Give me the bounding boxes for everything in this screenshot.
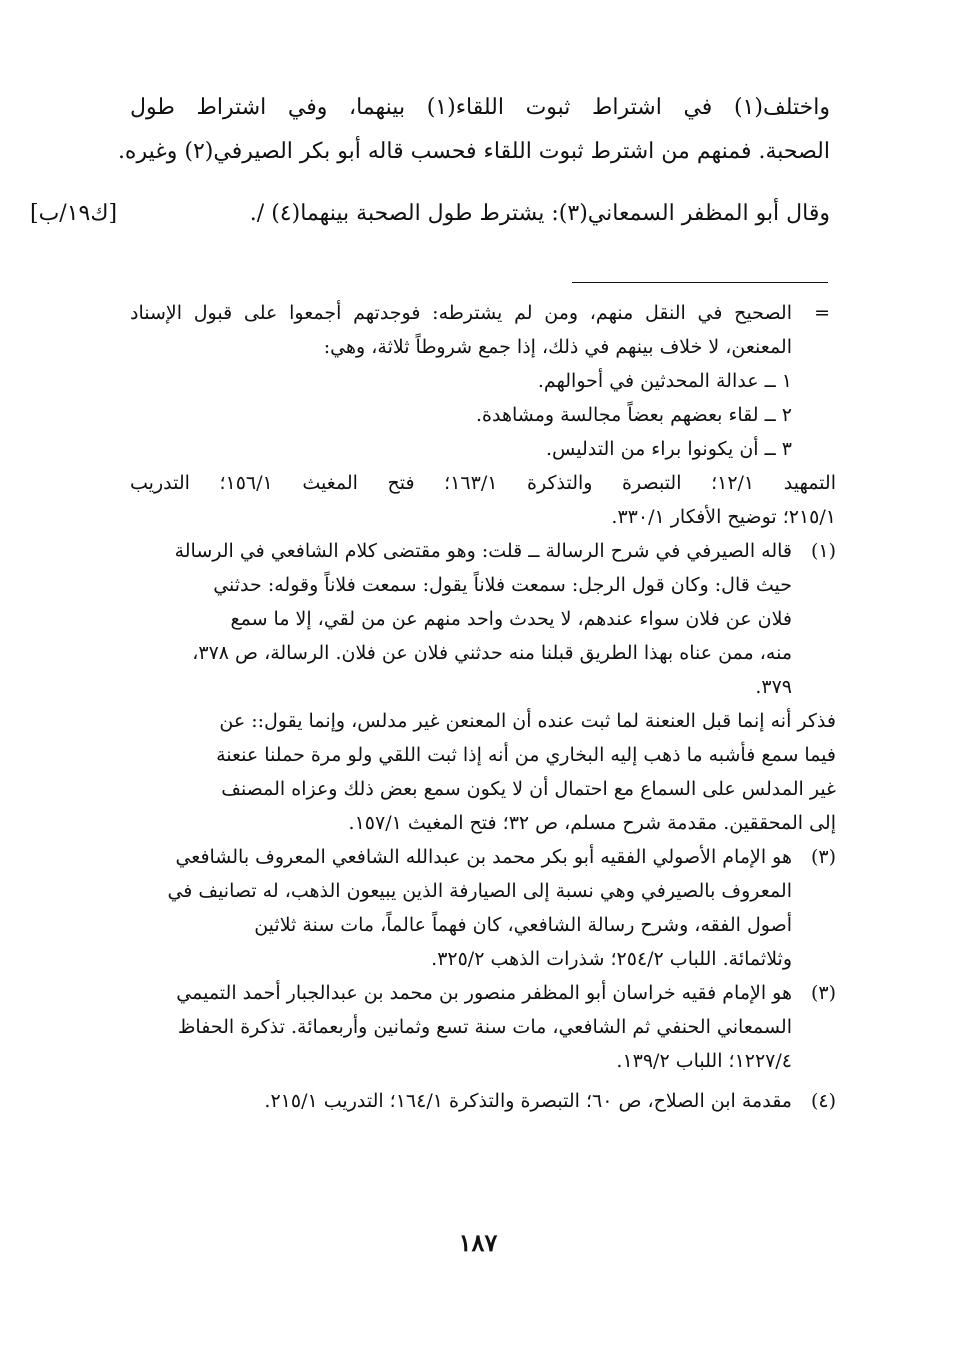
- note-line: ١٢٢٧/٤؛ اللباب ١٣٩/٢.: [616, 1050, 792, 1072]
- note-line: منه، ممن عناه بهذا الطريق قبلنا منه حدثني فلان عن فلان. الرسالة، ص ٣٧٨،: [192, 642, 792, 664]
- note-line: المعروف بالصيرفي وهي نسبة إلى الصيارفة الذين يبيعون الذهب، له تصانيف في: [167, 880, 792, 902]
- note-line: فلان عن فلان سواء عندهم، لا يحدث واحد منهم عن من لقي، إلا ما سمع: [230, 608, 792, 630]
- main-text: [117, 86, 830, 174]
- note-line: مقدمة ابن الصلاح، ص ٦٠؛ التبصرة والتذكرة ١٦٤/١؛ التدريب ٢١٥/١.: [264, 1090, 792, 1112]
- footnote-4: [130, 1084, 836, 1118]
- note-line: هو الإمام الأصولي الفقيه أبو بكر محمد بن عبدالله الشافعي المعروف بالشافعي: [175, 846, 792, 868]
- footnote-separator: [572, 282, 828, 283]
- note-list-item: ٣ ــ أن يكونوا براء من التدليس.: [546, 438, 792, 460]
- main-text-line-2: الصحبة. فمنهم من اشترط ثبوت اللقاء فحسب قاله أبو بكر الصيرفي(٢) وغيره.: [117, 139, 830, 164]
- footnote-references: [130, 466, 836, 534]
- note-line: فذكر أنه إنما قبل العنعنة لما ثبت عنده أن المعنعن غير مدلس، وإنما يقول:: عن: [219, 710, 836, 732]
- note-line: إلى المحققين. مقدمة شرح مسلم، ص ٣٢؛ فتح المغيث ١٥٧/١.: [348, 812, 836, 834]
- note-line: هو الإمام فقيه خراسان أبو المظفر منصور بن محمد بن عبدالجبار أحمد التميمي: [176, 982, 792, 1004]
- footnote-continuation: [130, 296, 836, 466]
- note-line: التمهيد ١٢/١؛ التبصرة والتذكرة ١٦٣/١؛ فتح المغيث ١٥٦/١؛ التدريب: [130, 472, 836, 494]
- note-line: قاله الصيرفي في شرح الرسالة ــ قلت: وهو مقتضى كلام الشافعي في الرسالة: [174, 540, 792, 562]
- footnote-1: [130, 534, 836, 704]
- main-text-line-1: واختلف(١) في اشتراط ثبوت اللقاء(١) بينهما، وفي اشتراط طول: [130, 95, 830, 120]
- page-number: ١٨٧: [458, 1228, 498, 1257]
- main-text-line-3: وقال أبو المظفر السمعاني(٣): يشترط طول الصحبة بينهما(٤) /.: [249, 201, 830, 226]
- footnote-number: (٣): [810, 846, 836, 868]
- footnote-number: (٤): [810, 1090, 836, 1112]
- note-line: فيما سمع فأشبه ما ذهب إليه البخاري من أنه إذا ثبت اللقي ولو مرة حملنا عنعنة: [216, 744, 836, 766]
- continuation-marker: =: [814, 302, 830, 324]
- note-line: الصحيح في النقل منهم، ومن لم يشترطه: فوجدتهم أجمعوا على قبول الإسناد: [130, 302, 792, 324]
- note-line: ٢١٥/١؛ توضيح الأفكار ٣٣٠/١.: [611, 506, 836, 528]
- note-line: وثلاثمائة. اللباب ٢٥٤/٢؛ شذرات الذهب ٣٢٥/٢.: [431, 948, 792, 970]
- note-list-item: ٢ ــ لقاء بعضهم بعضاً مجالسة ومشاهدة.: [476, 404, 792, 426]
- footnote-number: (١): [810, 540, 836, 562]
- footnote-3b: [130, 976, 836, 1078]
- note-line: غير المدلس على السماع مع احتمال أن لا يكون سمع بعض ذلك وعزاه المصنف: [221, 778, 836, 800]
- manuscript-folio-ref: [ك١٩/ب]: [30, 201, 118, 226]
- footnotes: [130, 296, 836, 1118]
- footnote-number: (٣): [810, 982, 836, 1004]
- note-line: المعنعن، لا خلاف بينهم في ذلك، إذا جمع شروطاً ثلاثة، وهي:: [323, 336, 792, 358]
- footnote-3a: [130, 840, 836, 976]
- main-text-row-3: [30, 192, 830, 236]
- note-line: ٣٧٩.: [755, 676, 792, 698]
- note-line: السمعاني الحنفي ثم الشافعي، مات سنة تسع وثمانين وأربعمائة. تذكرة الحفاظ: [177, 1016, 792, 1038]
- footnote-1-continued: [130, 704, 836, 840]
- note-list-item: ١ ــ عدالة المحدثين في أحوالهم.: [537, 370, 792, 392]
- note-line: حيث قال: وكان قول الرجل: سمعت فلاناً يقول: سمعت فلاناً وقوله: حدثني: [213, 574, 792, 596]
- note-line: أصول الفقه، وشرح رسالة الشافعي، كان فهماً عالماً، مات سنة ثلاثين: [254, 914, 792, 936]
